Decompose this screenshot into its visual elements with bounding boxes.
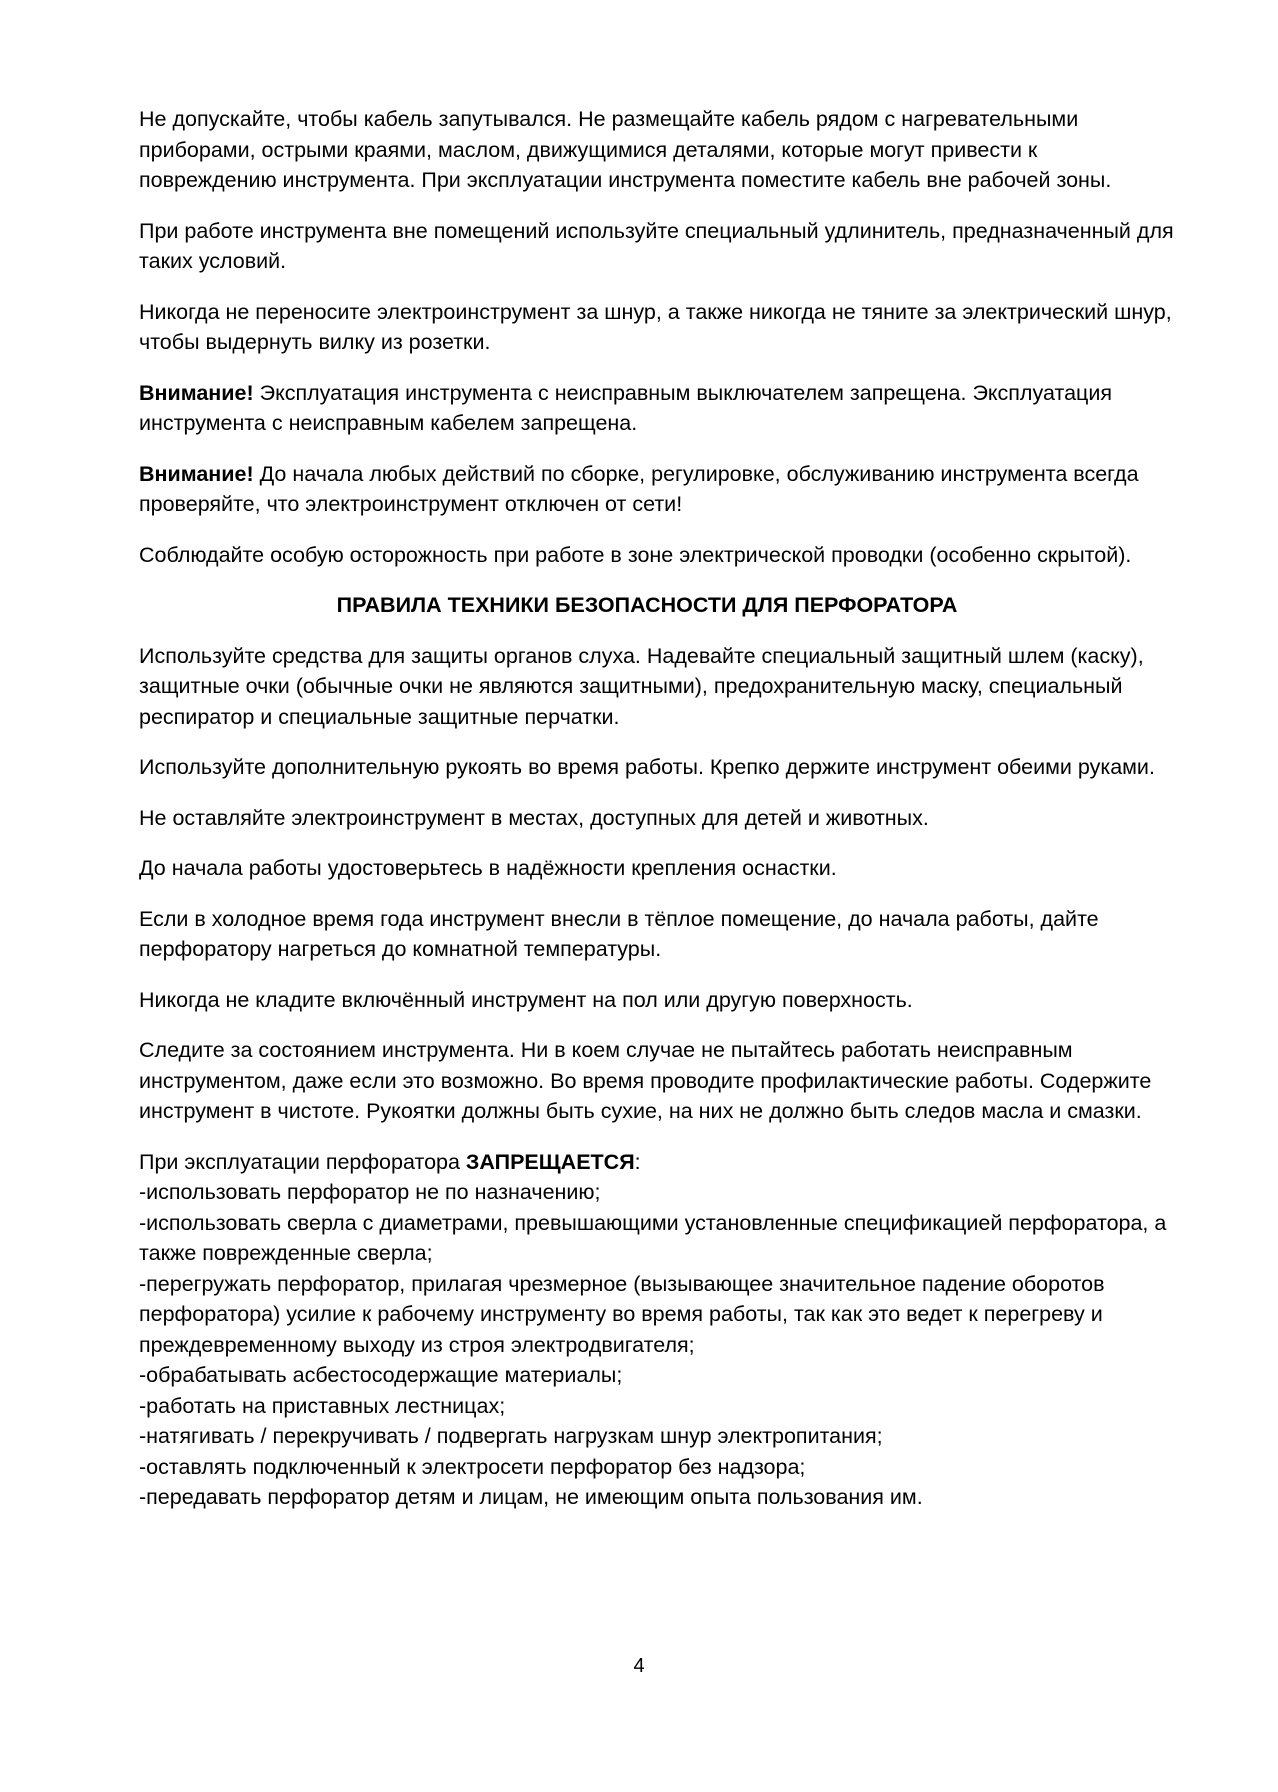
warning-text: До начала любых действий по сборке, регулировке, обслуживанию инструмента всегда проверяйте, что электроинструмент отключен от сети! <box>139 461 1139 516</box>
paragraph-hidden-wiring: Соблюдайте особую осторожность при работе в зоне электрической проводки (особенно скрытой). <box>139 542 1132 567</box>
list-item: -передавать перфоратор детям и лицам, не имеющим опыта пользования им. <box>139 1485 923 1509</box>
paragraph-tool-condition: Следите за состоянием инструмента. Ни в коем случае не пытайтесь работать неисправным инструментом, даже если это возможно. Во время проводите профилактические работы. Содержите инструмент в чистоте. Рукоятки должны быть сухие, на них не должно быть следов масла и смазки. <box>139 1038 1152 1123</box>
warning-switch-cable <box>139 378 1179 439</box>
warning-text: Эксплуатация инструмента с неисправным выключателем запрещена. Эксплуатация инструмента с неисправным кабелем запрещена. <box>139 380 1113 435</box>
paragraph-outdoor-extension: При работе инструмента вне помещений используйте специальный удлинитель, предназначенный для таких условий. <box>139 218 1174 273</box>
paragraph-protective-gear: Используйте средства для защиты органов слуха. Надевайте специальный защитный шлем (каску), защитные очки (обычные очки не являются защитными), предохранительную маску, специальный респиратор и специальные защитные перчатки. <box>139 643 1144 729</box>
prohibited-intro <box>139 1147 1179 1178</box>
paragraph-children-animals: Не оставляйте электроинструмент в местах, доступных для детей и животных. <box>139 805 929 830</box>
prohibited-intro-text: При эксплуатации перфоратора <box>139 1149 466 1174</box>
paragraph-cord-handling: Никогда не переносите электроинструмент за шнур, а также никогда не тяните за электрический шнур, чтобы выдернуть вилку из розетки. <box>139 299 1172 354</box>
prohibited-keyword: ЗАПРЕЩАЕТСЯ <box>465 1149 635 1174</box>
paragraph-cable-tangle: Не допускайте, чтобы кабель запутывался. Не размещайте кабель рядом с нагревательными приборами, острыми краями, маслом, движущимися деталями, которые могут привести к повреждению инструмента. При эксплуатации инструмента поместите кабель вне рабочей зоны. <box>139 107 1112 192</box>
page-number: 4 <box>633 1655 645 1677</box>
list-item: -натягивать / перекручивать / подвергать нагрузкам шнур электропитания; <box>139 1424 883 1448</box>
document-page <box>139 104 1179 1533</box>
list-item: -использовать сверла с диаметрами, превышающими установленные спецификацией перфоратора, а также поврежденные сверла; <box>139 1210 1167 1265</box>
list-item: -оставлять подключенный к электросети перфоратор без надзора; <box>139 1454 806 1479</box>
paragraph-tool-fixing: До начала работы удостоверьтесь в надёжности крепления оснастки. <box>139 856 837 880</box>
list-item: -использовать перфоратор не по назначению; <box>139 1180 601 1204</box>
list-item: -перегружать перфоратор, прилагая чрезмерное (вызывающее значительное падение оборотов перфоратора) усилие к рабочему инструменту во время работы, так как это ведет к перегреву и преждевременному выходу из строя электродвигателя; <box>139 1271 1105 1357</box>
section-heading: ПРАВИЛА ТЕХНИКИ БЕЗОПАСНОСТИ ДЛЯ ПЕРФОРАТОРА <box>336 593 958 617</box>
list-item: -работать на приставных лестницах; <box>139 1393 506 1418</box>
paragraph-auxiliary-handle: Используйте дополнительную рукоять во время работы. Крепко держите инструмент обеими руками. <box>139 755 1155 779</box>
paragraph-cold-season: Если в холодное время года инструмент внесли в тёплое помещение, до начала работы, дайте перфоратору нагреться до комнатной температуры. <box>139 906 1099 961</box>
list-item: -обрабатывать асбестосодержащие материалы; <box>139 1363 623 1387</box>
prohibited-list <box>139 1147 1179 1513</box>
warning-label: Внимание! <box>139 461 254 486</box>
warning-disconnect <box>139 459 1179 520</box>
paragraph-switched-on-tool: Никогда не кладите включённый инструмент на пол или другую поверхность. <box>139 987 913 1012</box>
prohibited-colon: : <box>634 1149 641 1174</box>
warning-label: Внимание! <box>139 380 254 405</box>
